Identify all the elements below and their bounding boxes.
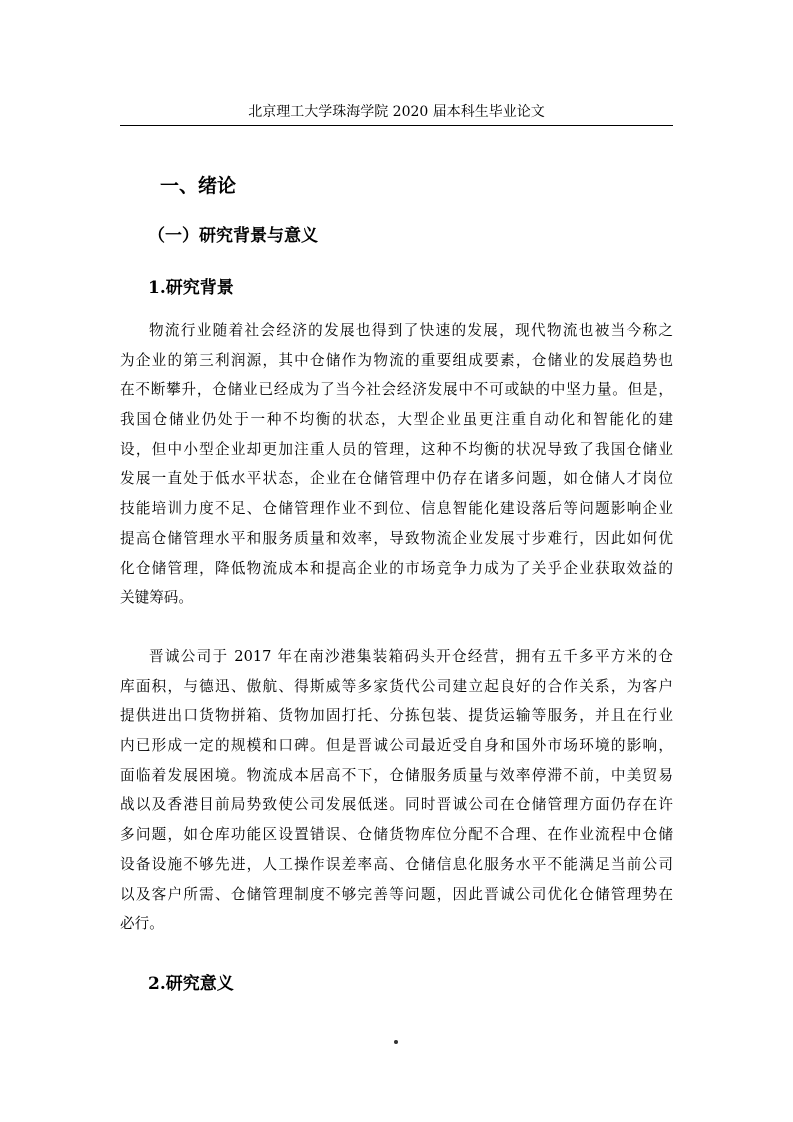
chapter-heading: 一、绪论 [160,175,237,197]
paragraph-line: 发展一直处于低水平状态，企业在仓储管理中仍存在诸多问题，如仓储人才岗位 [120,470,673,488]
paragraph-line: 多问题，如仓库功能区设置错误、仓储货物库位分配不合理、在作业流程中仓储 [120,826,673,844]
paragraph-line: 设备设施不够先进，人工操作误差率高、仓储信息化服务水平不能满足当前公司 [120,855,673,873]
paragraph-line: 关键筹码。 [120,589,193,607]
paragraph-line: 面临着发展困境。物流成本居高不下，仓储服务质量与效率停滞不前，中美贸易 [120,766,673,784]
page-marker-dot [394,1040,398,1044]
paragraph-line: 化仓储管理，降低物流成本和提高企业的市场竞争力成为了关乎企业获取效益的 [120,559,673,577]
header-divider [120,125,673,126]
paragraph-line: 在不断攀升，仓储业已经成为了当今社会经济发展中不可或缺的中坚力量。但是， [120,381,673,399]
page-header: 北京理工大学珠海学院 2020 届本科生毕业论文 [248,104,545,120]
paragraph-line: 必行。 [120,915,164,933]
paragraph-line: 提高仓储管理水平和服务质量和效率，导致物流企业发展寸步难行，因此如何优 [120,529,673,547]
paragraph-line: 内已形成一定的规模和口碑。但是晋诚公司最近受自身和国外市场环境的影响， [120,737,673,755]
paragraph-line: 以及客户所需、仓储管理制度不够完善等问题，因此晋诚公司优化仓储管理势在 [120,885,673,903]
paragraph-line: 提供进出口货物拼箱、货物加固打托、分拣包装、提货运输等服务，并且在行业 [120,707,673,725]
paragraph-line: 晋诚公司于 2017 年在南沙港集装箱码头开仓经营，拥有五千多平方米的仓 [149,648,673,665]
subsection-heading-background: 1.研究背景 [148,278,234,298]
paragraph-line: 战以及香港目前局势致使公司发展低迷。同时晋诚公司在仓储管理方面仍存在许 [120,796,673,814]
paragraph-line: 设，但中小型企业却更加注重人员的管理，这种不均衡的状况导致了我国仓储业 [120,440,673,458]
paragraph-background-1 [120,316,673,613]
paragraph-background-2 [120,642,673,939]
subsection-heading-significance: 2.研究意义 [148,974,234,994]
paragraph-line: 物流行业随着社会经济的发展也得到了快速的发展，现代物流也被当今称之 [149,322,673,339]
paragraph-line: 技能培训力度不足、仓储管理作业不到位、信息智能化建设落后等问题影响企业 [120,500,673,518]
section-heading: （一）研究背景与意义 [148,226,318,246]
paragraph-line: 为企业的第三利润源，其中仓储作为物流的重要组成要素，仓储业的发展趋势也 [120,351,673,369]
paragraph-line: 我国仓储业仍处于一种不均衡的状态，大型企业虽更注重自动化和智能化的建 [120,411,673,429]
paragraph-line: 库面积，与德迅、傲航、得斯威等多家货代公司建立起良好的合作关系，为客户 [120,677,673,695]
